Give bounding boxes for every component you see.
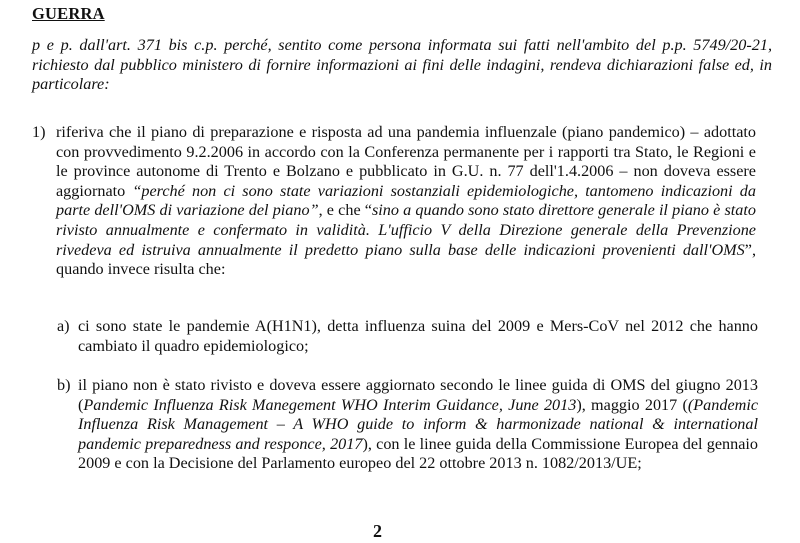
page-number: 2: [373, 521, 382, 541]
sub-item-italic-part: (Pandemic Influenza Risk Management – A WHO guide to inform & harmonizade national & international pandemic preparedness and responce, 2017: [78, 395, 759, 453]
sub-item-a: [57, 317, 758, 356]
item-text-part: riferiva che il piano di preparazione e risposta ad una pandemia influenzale (piano pandemico) – adottato con provvedimento 9.2.2006 in accordo con la Conferenza permanente per i rapporti tra Stato, le Regioni e le province autonome di Trento e Bolzano e pubblicato in G.U. n. 77 dell'1.4.2006 – non doveva essere aggiornato: [56, 123, 756, 200]
item-quote-part: sino a quando sono stato direttore generale il piano è stato rivisto annualmente e confermato in validità. L'ufficio V della Direzione generale della Prevenzione rivedeva ed istruiva annualmente il predetto piano sulla base delle indicazioni provenienti dall'OMS: [56, 201, 756, 259]
sub-item-italic-part: Pandemic Influenza Risk Manegement WHO Interim Guidance, June 2013: [83, 395, 577, 414]
item-number: 1): [32, 123, 46, 141]
charge-item-1: [32, 123, 756, 280]
item-text-part: ”, quando invece risulta che:: [56, 240, 756, 279]
item-quote-part: “perché non ci sono state variazioni sostanziali epidemiologiche, tantomeno indicazioni da parte dell'OMS di variazione del piano”: [56, 181, 756, 220]
sub-item-text-part: ), maggio 2017 (: [576, 395, 688, 414]
charge-intro-paragraph: p e p. dall'art. 371 bis c.p. perché, sentito come persona informata sui fatti nell'ambito del p.p. 5749/20-21, richiesto dal pubblico ministero di fornire informazioni ai fini delle indagini, rendeva dichiarazioni false ed, in particolare:: [32, 36, 772, 94]
item-text-part: , e che “: [318, 201, 372, 220]
sub-item-letter: a): [57, 317, 70, 335]
sub-item-text-part: il piano non è stato rivisto e doveva essere aggiornato secondo le linee guida di OMS del giugno 2013 (: [78, 376, 758, 414]
sub-item-b: [57, 376, 759, 474]
defendant-heading: GUERRA: [32, 4, 105, 23]
sub-item-text-part: ), con le linee guida della Commissione Europea del gennaio 2009 e con la Decisione del Parlamento europeo del 22 ottobre 2013 n. 1082/2013/UE;: [78, 434, 759, 473]
sub-item-letter: b): [57, 376, 71, 394]
sub-item-text: ci sono state le pandemie A(H1N1), detta influenza suina del 2009 e Mers-CoV nel 2012 che hanno cambiato il quadro epidemiologico;: [78, 317, 758, 355]
